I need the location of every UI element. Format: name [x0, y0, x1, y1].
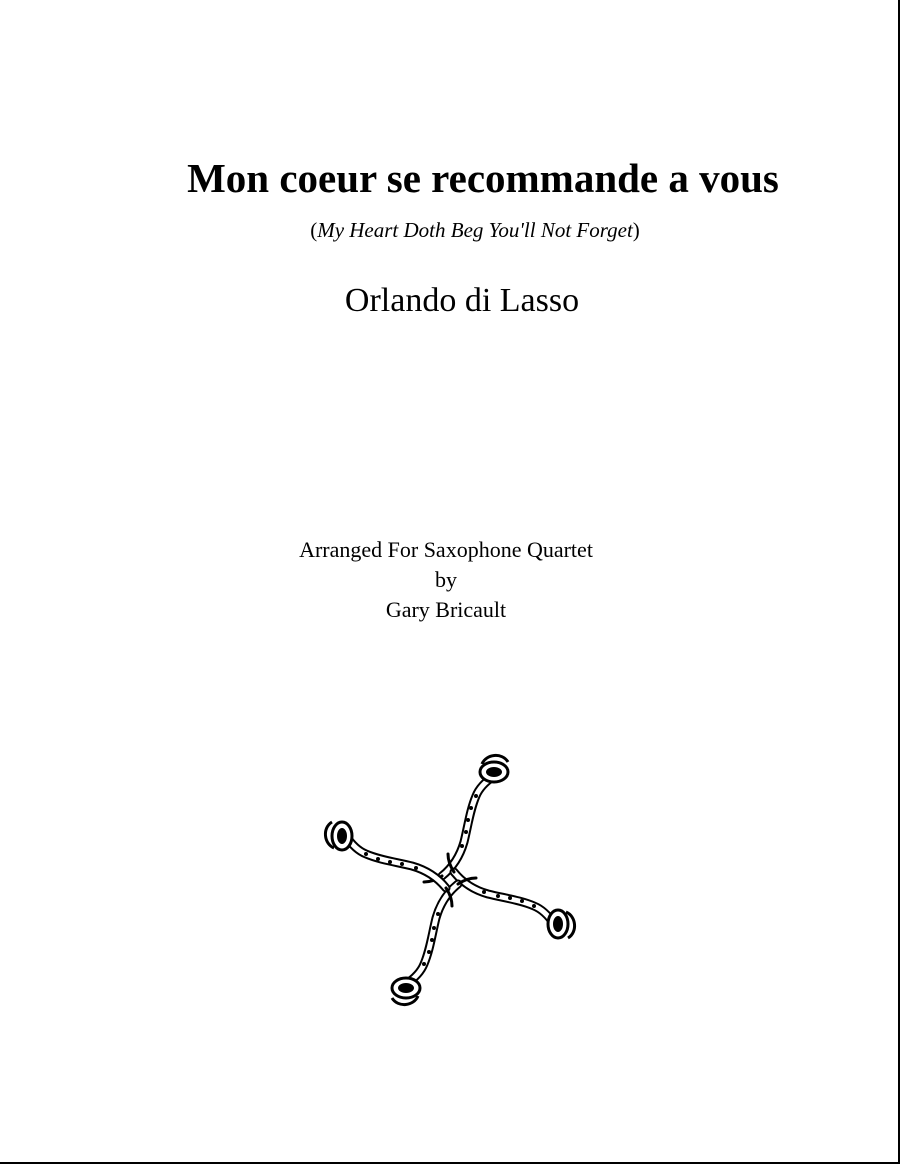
composer-name: Orlando di Lasso [344, 282, 580, 319]
arrangement-line: Arranged For Saxophone Quartet [299, 537, 593, 562]
arrangement-by: by [435, 567, 457, 592]
four-saxophones-pinwheel-icon [290, 740, 610, 1010]
arrangement-credit [0, 535, 892, 625]
score-title: Mon coeur se recommande a vous [187, 155, 779, 201]
subtitle-close-paren: ) [632, 218, 640, 242]
arranger-name: Gary Bricault [385, 597, 507, 622]
score-subtitle [0, 214, 900, 246]
subtitle-open-paren: ( [310, 218, 318, 242]
subtitle-text: My Heart Doth Beg You'll Not Forget [317, 218, 633, 242]
